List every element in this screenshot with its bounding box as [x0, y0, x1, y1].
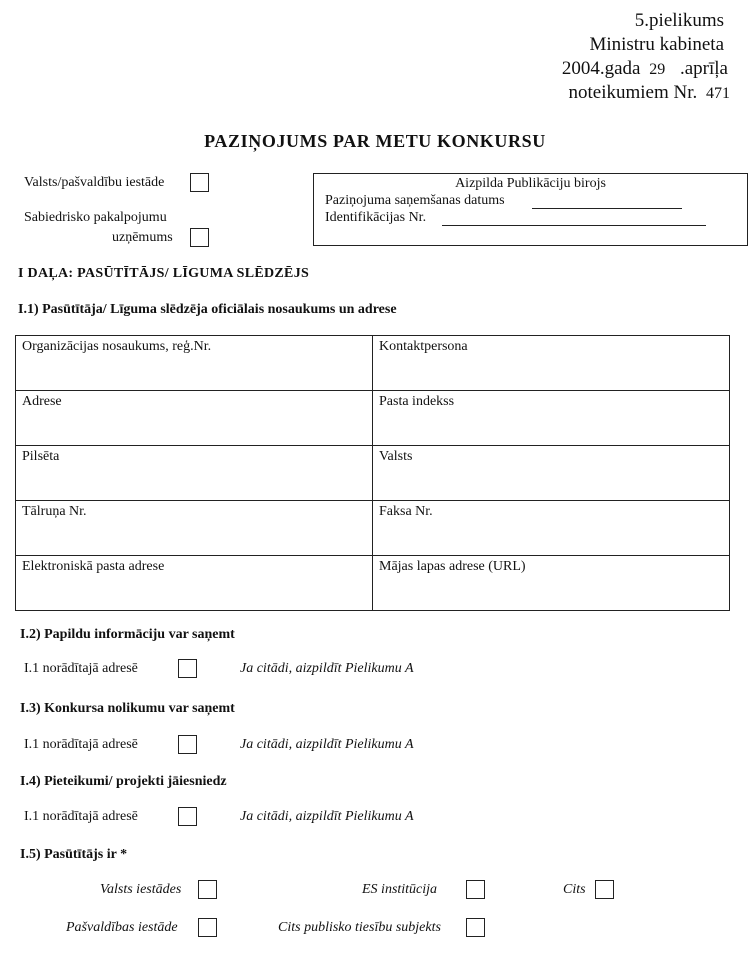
section-1-2-checkbox[interactable] [178, 659, 197, 678]
state-institutions-label: Valsts iestādes [100, 882, 182, 897]
identification-label: Identifikācijas Nr. [325, 210, 427, 225]
regulation-date [562, 58, 728, 81]
publication-office-heading: Aizpilda Publikāciju birojs [455, 176, 606, 191]
utility-label-line1: Sabiedrisko pakalpojumu [24, 210, 167, 225]
regulation-prefix: noteikumiem Nr. [568, 82, 698, 103]
fax-cell[interactable]: Faksa Nr. [373, 501, 730, 556]
state-authority-checkbox[interactable] [190, 173, 209, 192]
country-cell[interactable]: Valsts [373, 446, 730, 501]
contact-info-table [15, 335, 730, 611]
utility-checkbox[interactable] [190, 228, 209, 247]
section-1-3-address-option: I.1 norādītajā adresē [24, 737, 138, 752]
annex-number: 5.pielikums [634, 10, 724, 31]
state-institutions-checkbox[interactable] [198, 880, 217, 899]
section-1-4-note: Ja citādi, aizpildīt Pielikumu A [240, 809, 414, 824]
other-public-law-checkbox[interactable] [466, 918, 485, 937]
state-authority-label: Valsts/pašvaldību iestāde [24, 175, 165, 190]
section-1-4-checkbox[interactable] [178, 807, 197, 826]
date-day: 29 [649, 61, 666, 78]
publication-office-box [313, 173, 748, 246]
address-cell[interactable]: Adrese [16, 391, 373, 446]
section-1-2-note: Ja citādi, aizpildīt Pielikumu A [240, 661, 414, 676]
contact-person-cell[interactable]: Kontaktpersona [373, 336, 730, 391]
section-1-5-title: I.5) Pasūtītājs ir * [20, 847, 128, 862]
postal-code-cell[interactable]: Pasta indekss [373, 391, 730, 446]
utility-label-line2: uzņēmums [112, 230, 173, 245]
table-row [16, 556, 730, 611]
city-cell[interactable]: Pilsēta [16, 446, 373, 501]
table-row [16, 391, 730, 446]
phone-cell[interactable]: Tālruņa Nr. [16, 501, 373, 556]
other-checkbox[interactable] [595, 880, 614, 899]
email-cell[interactable]: Elektroniskā pasta adrese [16, 556, 373, 611]
other-public-law-label: Cits publisko tiesību subjekts [278, 920, 441, 935]
date-prefix: 2004.gada [561, 58, 641, 79]
municipal-institution-label: Pašvaldības iestāde [66, 920, 178, 935]
section-1-3-title: I.3) Konkursa nolikumu var saņemt [20, 701, 235, 716]
section-1-2-title: I.2) Papildu informāciju var saņemt [20, 627, 235, 642]
other-label: Cits [563, 882, 586, 897]
section-1-1-title: I.1) Pasūtītāja/ Līguma slēdzēja oficiālais nosaukums un adrese [18, 302, 397, 317]
section-1-4-address-option: I.1 norādītajā adresē [24, 809, 138, 824]
table-row [16, 446, 730, 501]
section-1-4-title: I.4) Pieteikumi/ projekti jāiesniedz [20, 774, 227, 789]
date-month: .aprīļa [679, 58, 728, 79]
regulation-number-line [568, 82, 730, 105]
municipal-institution-checkbox[interactable] [198, 918, 217, 937]
section-1-3-note: Ja citādi, aizpildīt Pielikumu A [240, 737, 414, 752]
received-date-label: Paziņojuma saņemšanas datums [325, 193, 505, 208]
received-date-field[interactable] [532, 208, 682, 209]
website-cell[interactable]: Mājas lapas adrese (URL) [373, 556, 730, 611]
eu-institution-label: ES institūcija [362, 882, 438, 897]
section-1-3-checkbox[interactable] [178, 735, 197, 754]
table-row [16, 501, 730, 556]
regulation-number: 471 [706, 85, 730, 102]
identification-field[interactable] [442, 225, 706, 226]
eu-institution-checkbox[interactable] [466, 880, 485, 899]
org-name-cell[interactable]: Organizācijas nosaukums, reģ.Nr. [16, 336, 373, 391]
page-title: PAZIŅOJUMS PAR METU KONKURSU [204, 131, 546, 151]
table-row [16, 336, 730, 391]
section-1-2-address-option: I.1 norādītajā adresē [24, 661, 138, 676]
part1-heading: I DAĻA: PASŪTĪTĀJS/ LĪGUMA SLĒDZĒJS [18, 266, 310, 281]
cabinet-label: Ministru kabineta [589, 34, 724, 55]
